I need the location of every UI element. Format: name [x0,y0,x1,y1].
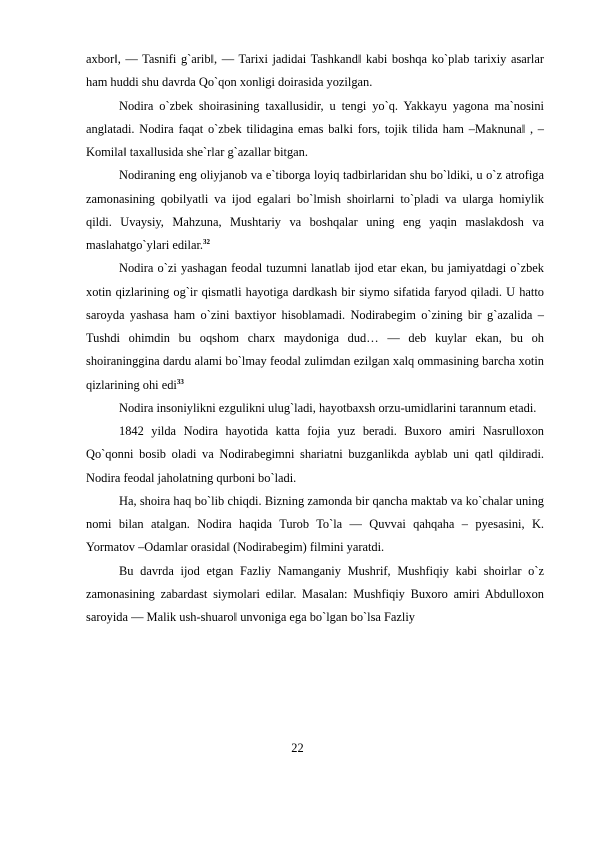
paragraph-1 [86,48,544,95]
paragraph-2-text: Nodira o`zbek shoirasining taxallusidir, u tengi yo`q. Yakkayu yagona ma`nosini anglatadi. Nodira faqat o`zbek tilidagina emas balki fors, tojik tilida ham ‒Maknuna‖ , ‒Komila‖ taxallusida she`rlar g`azallar bitgan. [86,98,544,159]
paragraph-2 [86,95,544,165]
footnote-marker-33: 33 [176,377,184,386]
paragraph-3-text: Nodiraning eng oliyjanob va e`tiborga loyiq tadbirlaridan shu bo`ldiki, u o`z atrofiga zamonasining qobilyatli va ijod egalari bo`lmish shoirlarni to`pladi va ularga homiylik qildi. Uvaysiy, Mahzuna, Mushtariy va boshqalar uning eng yaqin maslakdosh va maslahatgo`ylari edilar. [86,168,544,252]
footnote-marker-32: 32 [202,237,210,246]
paragraph-4-text: Nodira o`zi yashagan feodal tuzumni lanatlab ijod etar ekan, bu jamiyatdagi o`zbek xotin qizlarining og`ir qismatli hayotiga dardkash bir siymo sifatida faryod qiladi. U hatto saroyda yashasa ham o`zini baxtiyor hisoblamadi. Nodirabegim o`zining bir g`azalida ‒Tushdi ohimdin bu oqshom charx maydoniga dud… ― deb kuylar ekan, bu oh shoiraninggina dardu alami bo`lmay feodal zulimdan ezilgan xalq ommasining barcha xotin qizlarining ohi edi [86,261,544,392]
paragraph-5-text: Nodira insoniylikni ezgulikni ulug`ladi, hayotbaxsh orzu-umidlarini tarannum etadi. [119,400,537,415]
paragraph-1-text: axbor‖, ― Tasnifi g`arib‖, ― Tarixi jadidai Tashkand‖ kabi boshqa ko`plab tarixiy asarlar ham huddi shu davrda Qo`qon xonligi doirasida yozilgan. [86,52,544,90]
paragraph-6 [86,420,544,490]
body-text [86,48,544,629]
paragraph-7 [86,490,544,560]
paragraph-5 [86,397,544,420]
paragraph-4 [86,257,544,397]
paragraph-7-text: Ha, shoira haq bo`lib chiqdi. Bizning zamonda bir qancha maktab va ko`chalar uning nomi bilan atalgan. Nodira haqida Turob To`la ― Quvvai qahqaha ‒ pyesasini, K. Yormatov ‒Odamlar orasida‖ (Nodirabegim) filmini yaratdi. [86,493,544,555]
paragraph-8-text: Bu davrda ijod etgan Fazliy Namanganiy Mushrif, Mushfiqiy kabi shoirlar o`z zamonasining zabardast siymolari edilar. Masalan: Mushfiqiy Buxoro amiri Abdulloxon saroyida ― Malik ush-shuaro‖ unvoniga ega bo`lgan bo`lsa Fazliy [86,563,544,624]
paragraph-6-text: 1842 yilda Nodira hayotida katta fojia yuz beradi. Buxoro amiri Nasrulloxon Qo`qonni bosib oladi va Nodirabegimni shariatni buzganlikda ayblab uni qatl qildiradi. Nodira feodal jaholatning qurboni bo`ladi. [86,424,544,485]
paragraph-3 [86,164,544,257]
paragraph-8 [86,560,544,630]
page-number: 22 [291,741,304,755]
